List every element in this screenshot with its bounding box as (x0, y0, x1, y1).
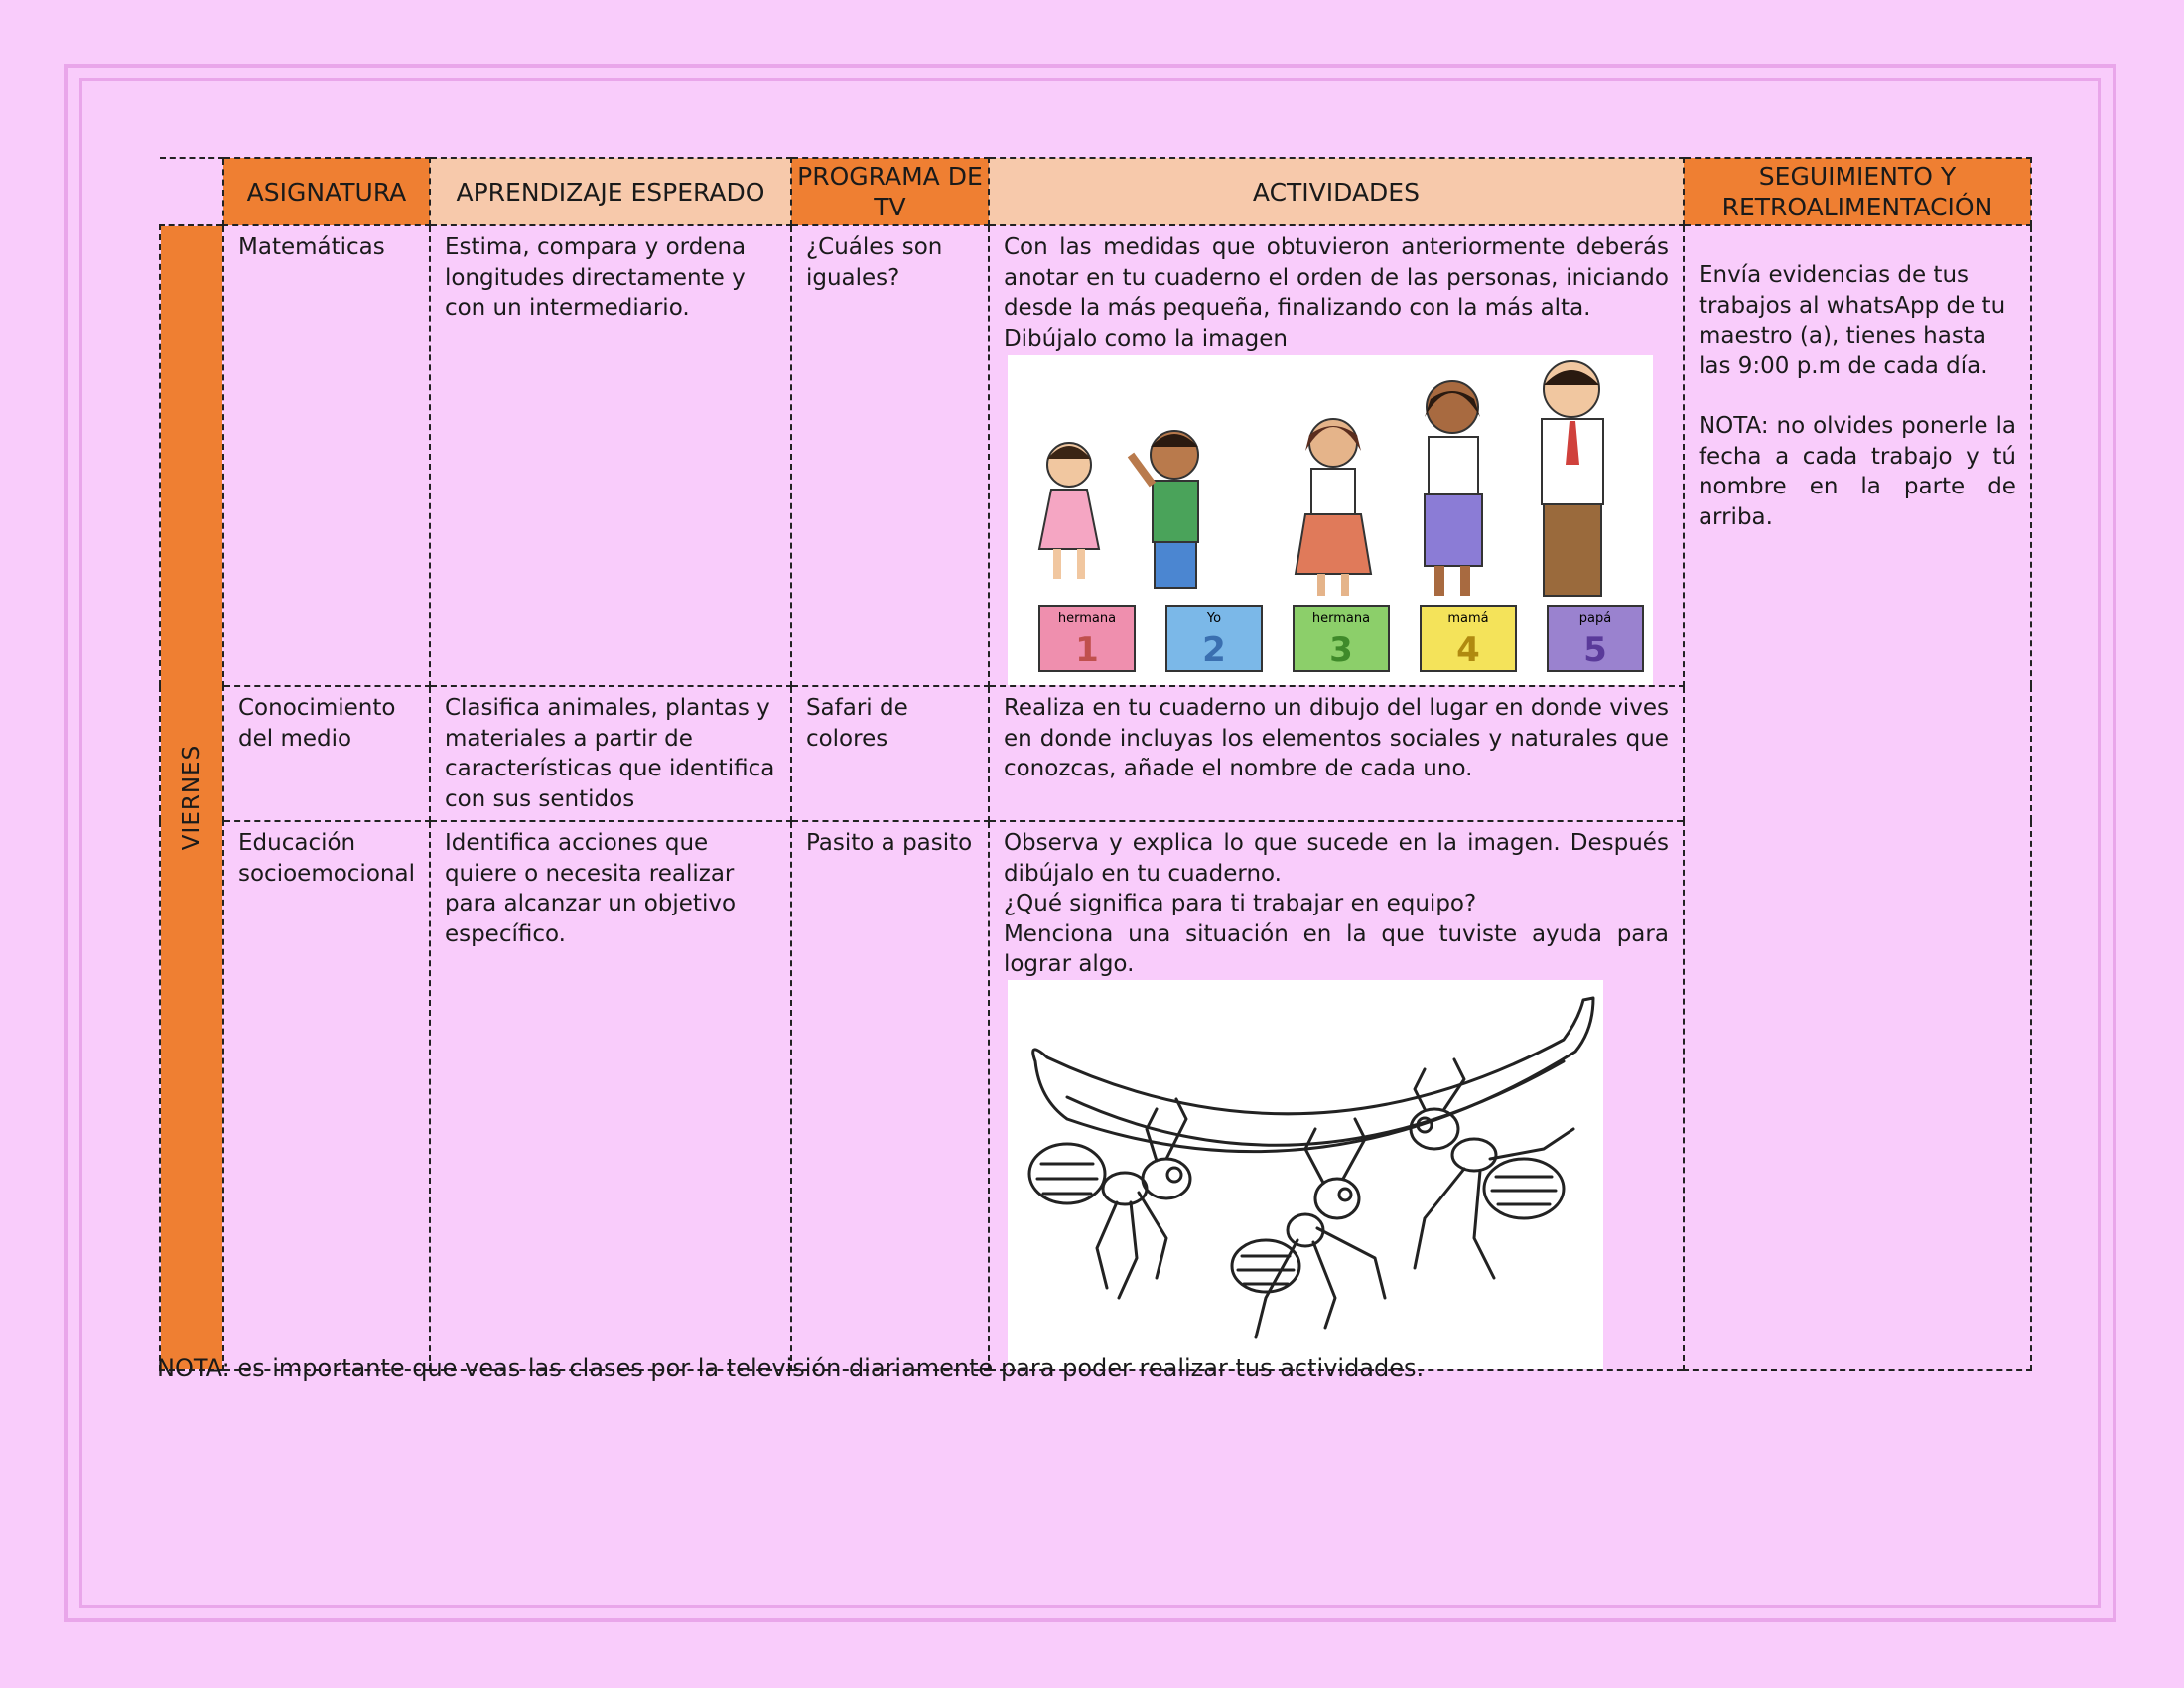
schedule-table (159, 157, 2032, 1371)
seguimiento-note: NOTA: no olvides ponerle la fecha a cada trabajo y tú nombre en la parte de arriba. (1698, 413, 2016, 530)
header-actividades: ACTIVIDADES (989, 158, 1684, 225)
ants-carrying-banana-illustration (1008, 980, 1603, 1369)
box-number: 5 (1583, 631, 1607, 670)
asignatura-cell: Matemáticas (223, 225, 430, 686)
actividad-text: Con las medidas que obtuvieron anteriormente deberás anotar en tu cuaderno el orden de las personas, iniciando desde la más pequeña, finalizando con la más alta. (1003, 234, 1669, 321)
actividades-cell (989, 225, 1684, 686)
box-label: papá (1578, 611, 1612, 626)
asignatura-cell: Educación socioemocional (223, 821, 430, 1370)
mother-figure (1425, 381, 1482, 596)
box-number: 4 (1456, 631, 1480, 670)
box-label: mamá (1447, 611, 1489, 626)
actividad-text: ¿Qué significa para ti trabajar en equipo? (1003, 891, 1477, 916)
header-aprendizaje: APRENDIZAJE ESPERADO (430, 158, 791, 225)
header-programa: PROGRAMA DE TV (791, 158, 989, 225)
footnote: NOTA: es importante que veas las clases por la televisión diariamente para poder realizar tus actividades. (157, 1354, 1425, 1382)
header-seguimiento: SEGUIMIENTO Y RETROALIMENTACIÓN (1684, 158, 2031, 225)
actividad-text: Observa y explica lo que sucede en la imagen. Después dibújalo en tu cuaderno. (1003, 830, 1669, 887)
box-label: hermana (1311, 611, 1371, 626)
number-boxes (1039, 606, 1643, 671)
box-number: 1 (1075, 631, 1099, 670)
box-number: 2 (1202, 631, 1226, 670)
actividades-cell (989, 821, 1684, 1370)
programa-cell: Safari de colores (791, 686, 989, 821)
box-label: Yo (1206, 611, 1222, 626)
box-number: 3 (1329, 631, 1353, 670)
actividad-text: Dibújalo como la imagen (1003, 325, 1289, 352)
actividad-text: Realiza en tu cuaderno un dibujo del lugar en donde vives en donde incluyas los elementos sociales y naturales que conozcas, añade el nombre de cada uno. (1003, 695, 1669, 781)
day-label: VIERNES (179, 745, 205, 851)
header-asignatura: ASIGNATURA (223, 158, 430, 225)
father-figure (1542, 361, 1603, 596)
asignatura-cell: Conocimiento del medio (223, 686, 430, 821)
seguimiento-cell (1684, 225, 2031, 1370)
corner-cell (160, 158, 223, 225)
day-cell (160, 225, 223, 1370)
aprendizaje-cell: Estima, compara y ordena longitudes directamente y con un intermediario. (430, 225, 791, 686)
box-label: hermana (1057, 611, 1117, 626)
header-row (160, 158, 2031, 225)
aprendizaje-cell: Clasifica animales, plantas y materiales a partir de características que identifica con sus sentidos (430, 686, 791, 821)
family-height-illustration (1008, 355, 1653, 685)
actividades-cell (989, 686, 1684, 821)
actividad-text: Menciona una situación en la que tuviste ayuda para lograr algo. (1003, 920, 1669, 977)
programa-cell: Pasito a pasito (791, 821, 989, 1370)
seguimiento-text: Envía evidencias de tus trabajos al whatsApp de tu maestro (a), tienes hasta las 9:00 p.m de cada día. (1698, 262, 2006, 379)
programa-cell: ¿Cuáles son iguales? (791, 225, 989, 686)
aprendizaje-cell: Identifica acciones que quiere o necesita realizar para alcanzar un objetivo específico. (430, 821, 791, 1370)
table-row (160, 225, 2031, 686)
